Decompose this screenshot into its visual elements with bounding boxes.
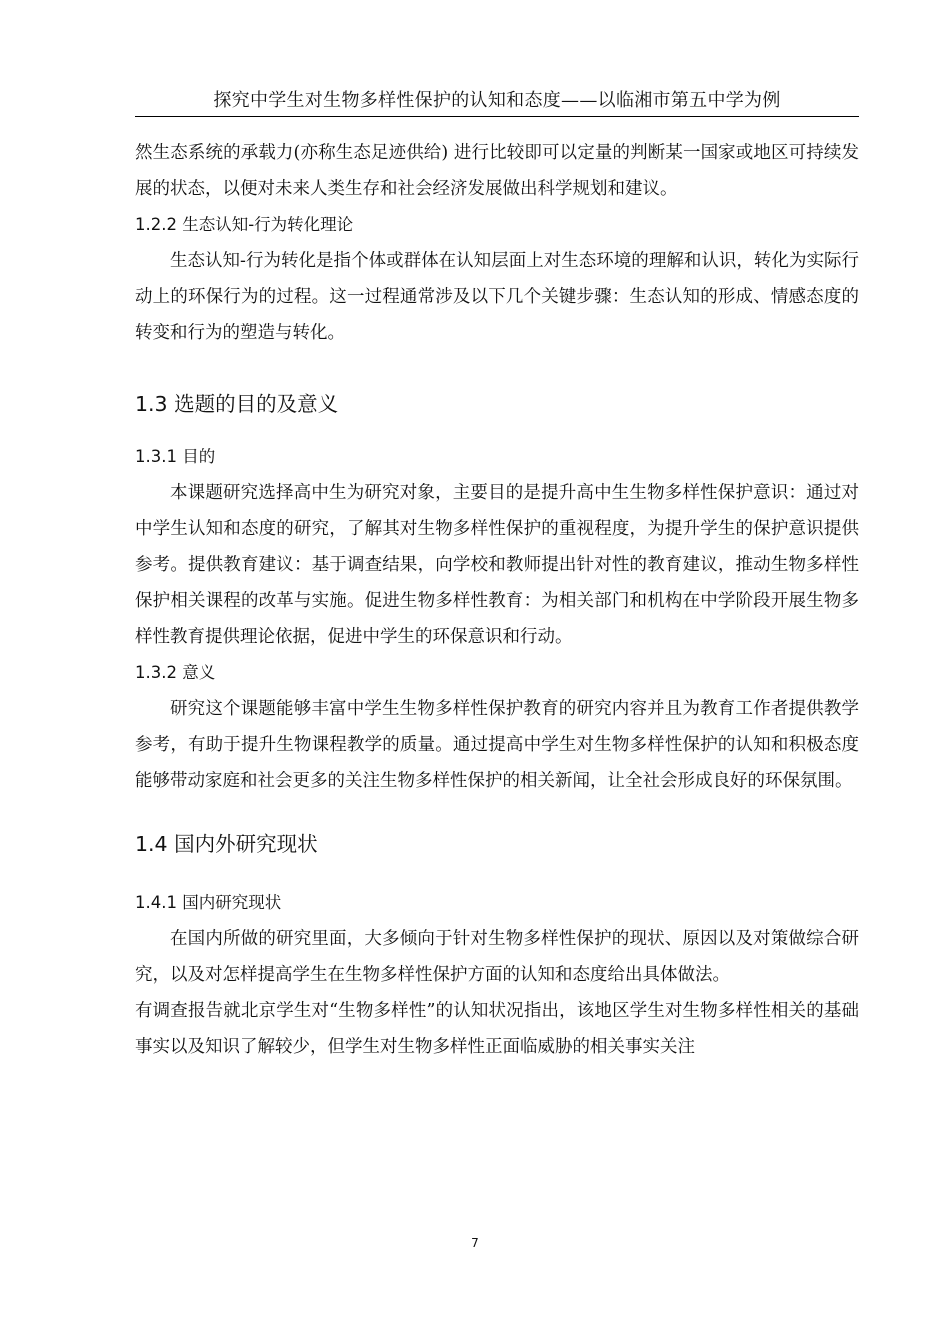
paragraph-1-4-1-a: 在国内所做的研究里面，大多倾向于针对生物多样性保护的现状、原因以及对策做综合研究，以及对怎样提高学生在生物多样性保护方面的认知和态度给出具体做法。 — [135, 929, 859, 985]
heading-1-4: 1.4 国内外研究现状 — [135, 832, 318, 856]
heading-1-2-2: 1.2.2 生态认知-行为转化理论 — [135, 215, 354, 234]
document-body — [135, 135, 859, 1065]
paragraph-1-2-2: 生态认知-行为转化是指个体或群体在认知层面上对生态环境的理解和认识，转化为实际行动上的环保行为的过程。这一过程通常涉及以下几个关键步骤：生态认知的形成、情感态度的转变和行为的塑造与转化。 — [135, 251, 859, 343]
heading-1-3-1: 1.3.1 目的 — [135, 447, 216, 466]
heading-1-4-1: 1.4.1 国内研究现状 — [135, 893, 282, 912]
page-number: 7 — [471, 1236, 479, 1250]
paragraph-1-3-2: 研究这个课题能够丰富中学生生物多样性保护教育的研究内容并且为教育工作者提供教学参考，有助于提升生物课程教学的质量。通过提高中学生对生物多样性保护的认知和积极态度能够带动家庭和社会更多的关注生物多样性保护的相关新闻，让全社会形成良好的环保氛围。 — [135, 699, 859, 791]
header-rule — [135, 116, 859, 117]
paragraph-1-4-1-b: 有调查报告就北京学生对“生物多样性”的认知状况指出，该地区学生对生物多样性相关的基础事实以及知识了解较少，但学生对生物多样性正面临威胁的相关事实关注 — [135, 1001, 859, 1057]
heading-1-3-2: 1.3.2 意义 — [135, 663, 216, 682]
heading-1-3: 1.3 选题的目的及意义 — [135, 392, 339, 416]
running-header: 探究中学生对生物多样性保护的认知和态度——以临湘市第五中学为例 — [213, 90, 781, 111]
paragraph-1-3-1: 本课题研究选择高中生为研究对象，主要目的是提升高中生生物多样性保护意识：通过对中学生认知和态度的研究，了解其对生物多样性保护的重视程度，为提升学生的保护意识提供参考。提供教育建议：基于调查结果，向学校和教师提出针对性的教育建议，推动生物多样性保护相关课程的改革与实施。促进生物多样性教育：为相关部门和机构在中学阶段开展生物多样性教育提供理论依据，促进中学生的环保意识和行动。 — [135, 483, 859, 647]
paragraph-intro: 然生态系统的承载力(亦称生态足迹供给) 进行比较即可以定量的判断某一国家或地区可持续发展的状态，以便对未来人类生存和社会经济发展做出科学规划和建议。 — [135, 143, 859, 199]
